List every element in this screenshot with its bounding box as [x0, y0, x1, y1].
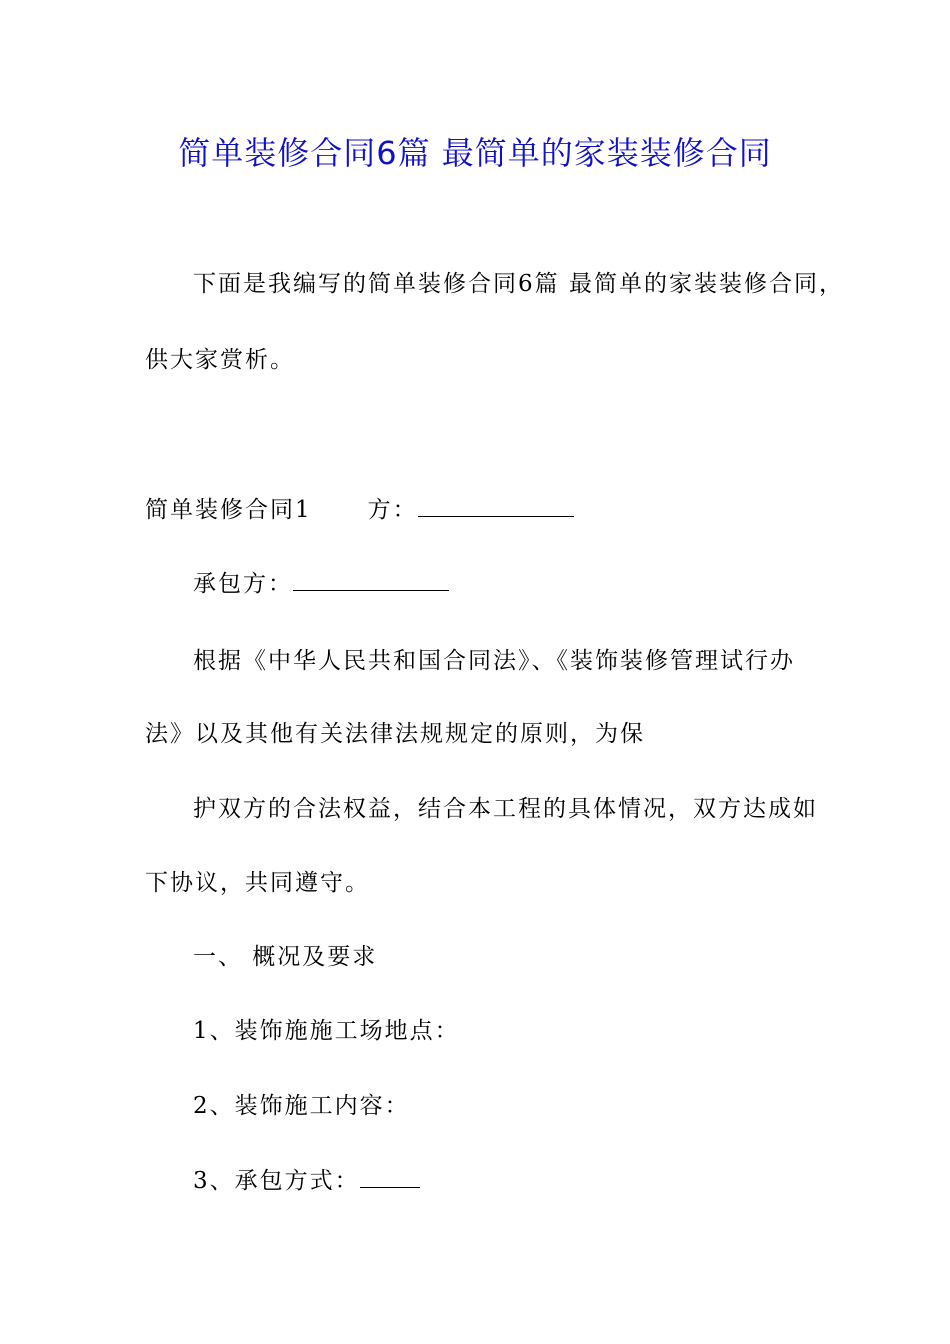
list-item-method-row [193, 1165, 420, 1197]
section-heading: 一、 概况及要求 [193, 944, 378, 970]
purpose-paragraph-line2: 下协议，共同遵守。 [145, 870, 370, 896]
party-b-label: 承包方： [193, 571, 293, 597]
list-item-method: 3、承包方式： [193, 1168, 360, 1194]
contract-heading-row [145, 494, 574, 526]
party-b-blank [293, 570, 449, 591]
party-a-blank [418, 496, 574, 517]
purpose-paragraph-line1: 护双方的合法权益，结合本工程的具体情况，双方达成如 [193, 796, 818, 822]
method-blank [360, 1167, 420, 1188]
list-item-site: 1、装饰施施工场地点： [193, 1018, 460, 1044]
document-title: 简单装修合同6篇 最简单的家装装修合同 [178, 134, 772, 172]
basis-paragraph-line1: 根据《中华人民共和国合同法》、《装饰装修管理试行办 [193, 648, 795, 674]
party-b-row [193, 568, 449, 600]
intro-paragraph-line1: 下面是我编写的简单装修合同6篇 最简单的家装装修合同， [193, 271, 844, 297]
basis-paragraph-line2: 法》以及其他有关法律法规规定的原则，为保 [145, 721, 645, 747]
contract-heading: 简单装修合同1 [145, 497, 312, 523]
party-a-label: 方： [367, 497, 418, 523]
intro-paragraph-line2: 供大家赏析。 [145, 347, 295, 373]
list-item-content: 2、装饰施工内容： [193, 1093, 410, 1119]
